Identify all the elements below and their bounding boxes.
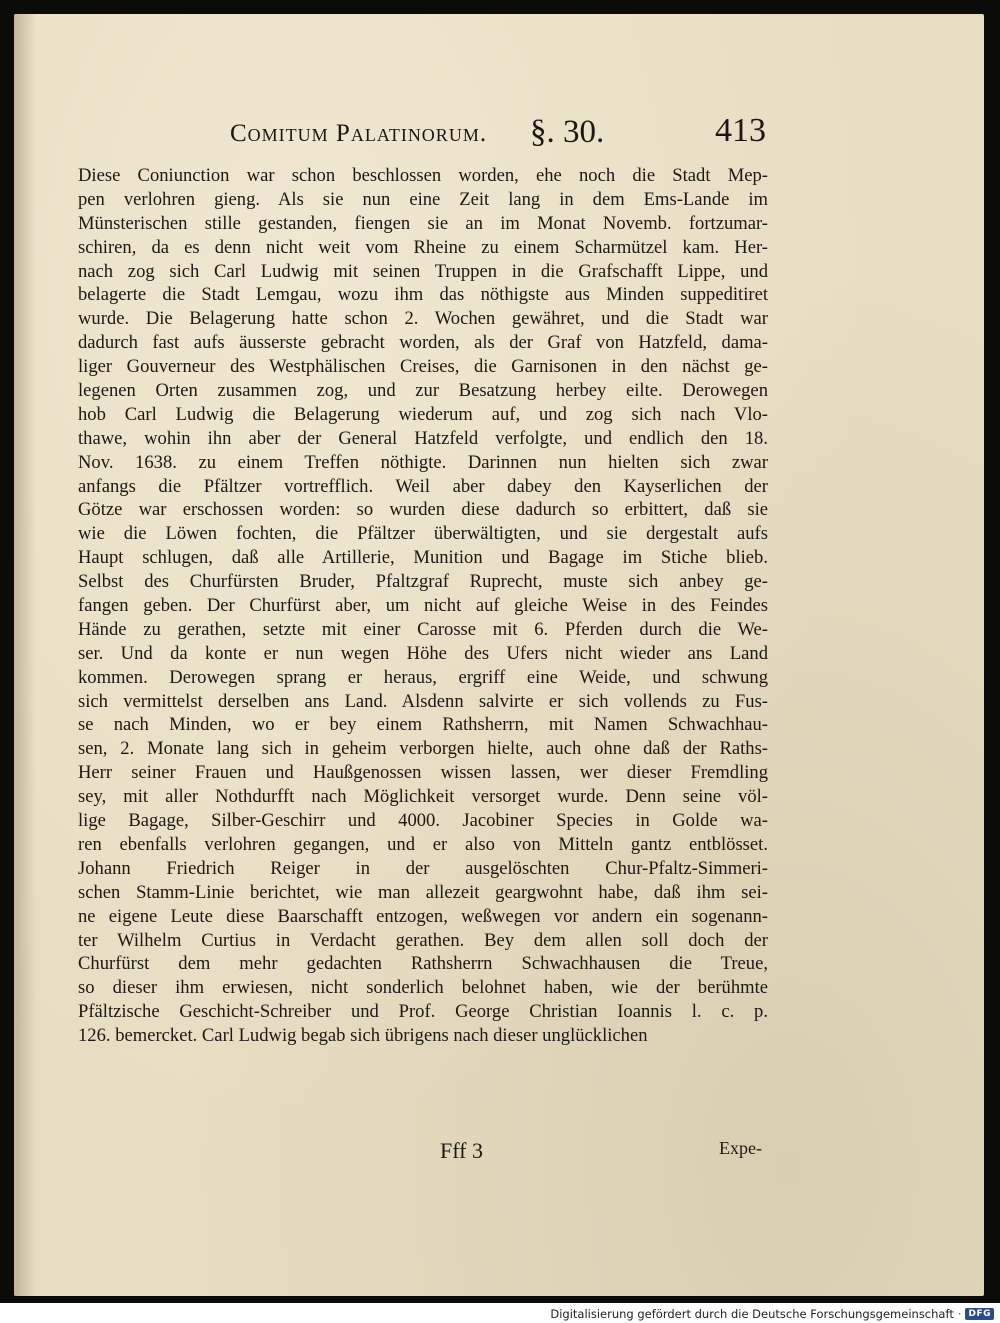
text-line: hob Carl Ludwig die Belagerung wiederum auf, und zog sich nach Vlo- [78,403,768,425]
text-line: thawe, wohin ihn aber der General Hatzfeld verfolgte, und endlich den 18. [78,427,768,449]
catchword: Expe- [719,1138,762,1158]
text-line: schiren, da es denn nicht weit vom Rheine zu einem Scharmützel kam. Her- [78,236,768,258]
page-footer [78,1138,768,1168]
text-line: sich vermittelst derselben ans Land. Alsdenn salvirte er sich vollends zu Fus- [78,690,768,712]
text-line: so dieser ihm erwiesen, nicht sonderlich belohnet haben, wie der berühmte [78,977,768,999]
text-line: schen Stamm-Linie berichtet, wie man allezeit geargwohnt habe, daß ihm sei- [78,881,768,903]
text-line: kommen. Derowegen sprang er heraus, ergriff eine Weide, und schwung [78,666,768,688]
digitization-credit [550,1305,994,1323]
text-line: ne eigene Leute diese Baarschafft entzogen, weßwegen vor andern ein sogenann- [78,905,768,927]
text-line: 126. bemercket. Carl Ludwig begab sich übrigens nach dieser unglücklichen [78,1025,648,1047]
text-line: pen verlohren gieng. Als sie nun eine Zeit lang in dem Ems-Lande im [78,188,768,210]
text-line: Selbst des Churfürsten Bruder, Pfaltzgraf Ruprecht, muste sich anbey ge- [78,571,768,593]
section-number: §. 30. [530,114,605,150]
text-line: belagerte die Stadt Lemgau, wozu ihm das nöthigste aus Minden suppeditiret [78,284,768,306]
text-line: se nach Minden, wo er bey einem Rathsherrn, mit Namen Schwachhau- [78,714,768,736]
text-line: Götze war erschossen worden: so wurden diese dadurch so erbittert, daß sie [78,499,768,521]
printer-signature: Fff 3 [440,1138,483,1163]
text-line: ser. Und da konte er nun wegen Höhe des Ufers nicht wieder ans Land [78,642,768,664]
text-line: Johann Friedrich Reiger in der ausgelöschten Chur-Pfaltz-Simmeri- [78,857,768,879]
text-line: Hände zu gerathen, setzte mit einer Carosse mit 6. Pferden durch die We- [78,618,768,640]
dfg-logo-icon: DFG [965,1308,994,1320]
running-title: Comitum Palatinorum. [230,120,488,147]
text-line: anfangs die Pfältzer vortrefflich. Weil aber dabey den Kayserlichen der [78,475,768,497]
text-line: Haupt schlugen, daß alle Artillerie, Munition und Bagage im Stiche blieb. [78,547,768,569]
text-line: sen, 2. Monate lang sich in geheim verborgen hielte, auch ohne daß der Raths- [78,738,768,760]
text-line: wurde. Die Belagerung hatte schon 2. Wochen gewähret, und die Stadt war [78,308,768,330]
credit-text: Digitalisierung gefördert durch die Deutsche Forschungsgemeinschaft [550,1307,954,1321]
page-number: 413 [715,112,766,149]
text-line: wie die Löwen fochten, die Pfältzer überwältigten, und sie dergestalt aufs [78,523,768,545]
text-line: Münsterischen stille gestanden, fiengen sie an im Monat Novemb. fortzumar- [78,212,768,234]
separator-dot: · [957,1307,962,1321]
text-line: sey, mit aller Nothdurfft nach Möglichkeit versorget wurde. Denn seine völ- [78,786,768,808]
text-line: legenen Orten zusammen zog, und zur Besatzung herbey eilte. Derowegen [78,380,768,402]
text-line: dadurch fast aufs äusserste gebracht worden, als der Graf von Hatzfeld, dama- [78,332,768,354]
text-line: Diese Coniunction war schon beschlossen worden, ehe noch die Stadt Mep- [78,165,768,186]
text-line: liger Gouverneur des Westphälischen Creises, die Garnisonen in den nächst ge- [78,356,768,378]
text-line: Herr seiner Frauen und Haußgenossen wissen lassen, wer dieser Fremdling [78,762,768,784]
text-line: nach zog sich Carl Ludwig mit seinen Truppen in die Grafschafft Lippe, und [78,260,768,282]
text-line: lige Bagage, Silber-Geschirr und 4000. Jacobiner Species in Golde wa- [78,810,768,832]
text-line: Churfürst dem mehr gedachten Rathsherrn Schwachhausen die Treue, [78,953,768,975]
text-line: fangen geben. Der Churfürst aber, um nicht auf gleiche Weise in des Feindes [78,595,768,617]
body-text [78,164,768,1048]
text-line: ter Wilhelm Curtius in Verdacht gerathen. Bey dem allen soll doch der [78,929,768,951]
text-line: ren ebenfalls verlohren gegangen, und er also von Mitteln gantz entblösset. [78,833,768,855]
text-line: Pfältzische Geschicht-Schreiber und Prof. George Christian Ioannis l. c. p. [78,1001,768,1023]
text-line: Nov. 1638. zu einem Treffen nöthigte. Darinnen nun hielten sich zwar [78,451,768,473]
page-header [216,112,776,160]
